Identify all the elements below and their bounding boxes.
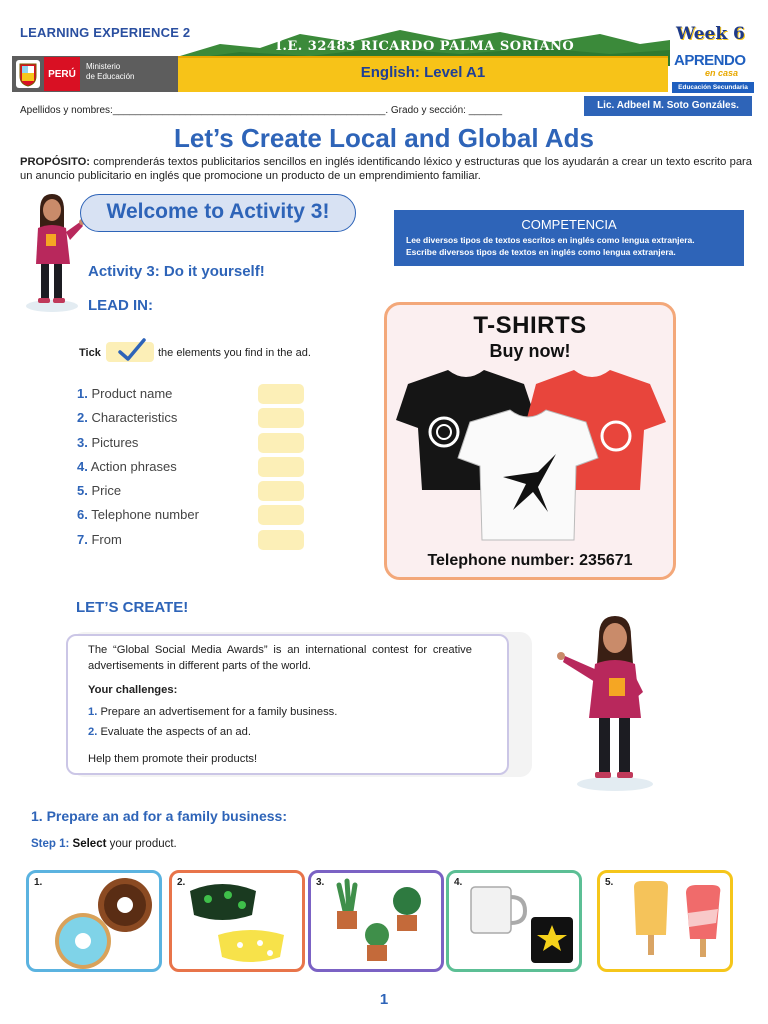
- challenges-label: Your challenges:: [88, 684, 178, 696]
- product-number: 5.: [605, 877, 614, 888]
- item-number: 1.: [77, 386, 88, 401]
- ministry-line2: de Educación: [86, 72, 135, 81]
- lead-in-heading: LEAD IN:: [88, 297, 153, 314]
- tick-box-characteristics[interactable]: [258, 408, 304, 428]
- activity-heading: Activity 3: Do it yourself!: [88, 263, 265, 280]
- plants-icon: [311, 873, 441, 969]
- tick-box-action-phrases[interactable]: [258, 457, 304, 477]
- lets-create-heading: LET’S CREATE!: [76, 599, 189, 616]
- ministry-name: [86, 62, 176, 82]
- step-bold-word: Select: [72, 838, 107, 850]
- ad-telephone: Telephone number: 235671: [427, 552, 633, 569]
- step-label: Step 1:: [31, 838, 70, 850]
- competencia-title: COMPETENCIA: [521, 217, 617, 232]
- help-text: Help them promote their products!: [88, 753, 258, 765]
- challenge-text: Evaluate the aspects of an ad.: [97, 726, 251, 738]
- product-number: 4.: [454, 877, 463, 888]
- tick-instruction: the elements you find in the ad.: [158, 347, 311, 359]
- product-card-plants[interactable]: [308, 870, 444, 972]
- checkmark-icon: [106, 338, 154, 362]
- challenge-text: Prepare an advertisement for a family business.: [97, 706, 338, 718]
- teacher-character-icon: [555, 612, 655, 792]
- week-label: Week 6: [676, 24, 745, 44]
- lead-in-item: [77, 386, 172, 401]
- prepare-heading: 1. Prepare an ad for a family business:: [31, 808, 287, 824]
- contest-paragraph: The “Global Social Media Awards” is an international contest for creative advertisements in different parts of the world.: [88, 644, 472, 672]
- tick-box-product-name[interactable]: [258, 384, 304, 404]
- product-number: 1.: [34, 877, 43, 888]
- page-title: Let’s Create Local and Global Ads: [174, 123, 594, 153]
- step-rest: your product.: [106, 838, 177, 850]
- challenge-2: [88, 726, 251, 738]
- item-number: 5.: [77, 483, 88, 498]
- competencia-line1: Lee diversos tipos de textos escritos en inglés como lengua extranjera.: [406, 235, 695, 245]
- face-masks-icon: [172, 873, 302, 969]
- lead-in-item: [77, 507, 199, 522]
- competencia-line2: Escribe diversos tipos de textos en inglés como lengua extranjera.: [406, 247, 676, 257]
- popsicles-icon: [600, 873, 730, 969]
- ad-title: T-SHIRTS: [473, 312, 587, 339]
- item-number: 4.: [77, 459, 88, 474]
- tick-box-pictures[interactable]: [258, 433, 304, 453]
- tick-box-telephone-number[interactable]: [258, 505, 304, 525]
- school-name: I.E. 32483 RICARDO PALMA SORIANO: [275, 39, 575, 54]
- product-number: 2.: [177, 877, 186, 888]
- lead-in-item: [77, 410, 177, 425]
- item-label: Characteristics: [91, 410, 178, 425]
- ad-subtitle: Buy now!: [489, 341, 571, 361]
- lead-in-item: [77, 459, 177, 474]
- welcome-text: Welcome to Activity 3!: [106, 200, 330, 223]
- tshirts-icon: [388, 362, 672, 550]
- item-label: From: [91, 532, 122, 547]
- item-number: 3.: [77, 435, 88, 450]
- student-name-line: Apellidos y nombres:_________________________________________________. Grado y sección: ______: [20, 105, 503, 116]
- item-number: 7.: [77, 532, 88, 547]
- challenge-1: [88, 706, 337, 718]
- product-card-donuts[interactable]: [26, 870, 162, 972]
- ministry-line1: Ministerio: [86, 62, 121, 71]
- item-label: Telephone number: [91, 507, 199, 522]
- tick-box-price[interactable]: [258, 481, 304, 501]
- peru-label: PERÚ: [44, 57, 80, 91]
- purpose-paragraph: [20, 156, 752, 183]
- mugs-icon: [449, 873, 579, 969]
- step-1-instruction: [31, 838, 177, 850]
- purpose-label: PROPÓSITO:: [20, 156, 91, 168]
- product-card-mugs[interactable]: [446, 870, 582, 972]
- tick-box-from[interactable]: [258, 530, 304, 550]
- aprendo-logo-text: APRENDO: [674, 52, 746, 69]
- tick-word: Tick: [79, 347, 101, 359]
- lead-in-item: [77, 532, 122, 547]
- lead-in-item: [77, 435, 138, 450]
- purpose-text: comprenderás textos publicitarios sencillos en inglés identificando léxico y estructuras que los ayudarán a crear un texto escrito para un anuncio publicitario en inglés que promocione un producto de un emprendimiento familiar.: [20, 156, 752, 182]
- peru-shield-icon: [16, 60, 40, 88]
- product-number: 3.: [316, 877, 325, 888]
- page-number: 1: [379, 991, 389, 1008]
- teacher-character-icon: [24, 190, 86, 314]
- challenge-number: 1.: [88, 706, 98, 718]
- donuts-icon: [29, 873, 159, 969]
- item-label: Action phrases: [90, 459, 177, 474]
- item-label: Price: [91, 483, 122, 498]
- teacher-name: Lic. Adbeel M. Soto Gonzáles.: [584, 96, 752, 116]
- tick-example-box: [106, 342, 154, 362]
- learning-experience-label: LEARNING EXPERIENCE 2: [20, 25, 191, 40]
- product-card-popsicles[interactable]: [597, 870, 733, 972]
- en-casa-logo-text: en casa: [705, 68, 739, 78]
- challenge-number: 2.: [88, 726, 98, 738]
- educacion-secundaria-label: Educación Secundaria: [672, 82, 754, 93]
- item-label: Product name: [91, 386, 173, 401]
- level-label: English: Level A1: [360, 64, 486, 81]
- item-number: 2.: [77, 410, 88, 425]
- item-number: 6.: [77, 507, 88, 522]
- lead-in-item: [77, 483, 121, 498]
- item-label: Pictures: [91, 435, 139, 450]
- product-card-face-masks[interactable]: [169, 870, 305, 972]
